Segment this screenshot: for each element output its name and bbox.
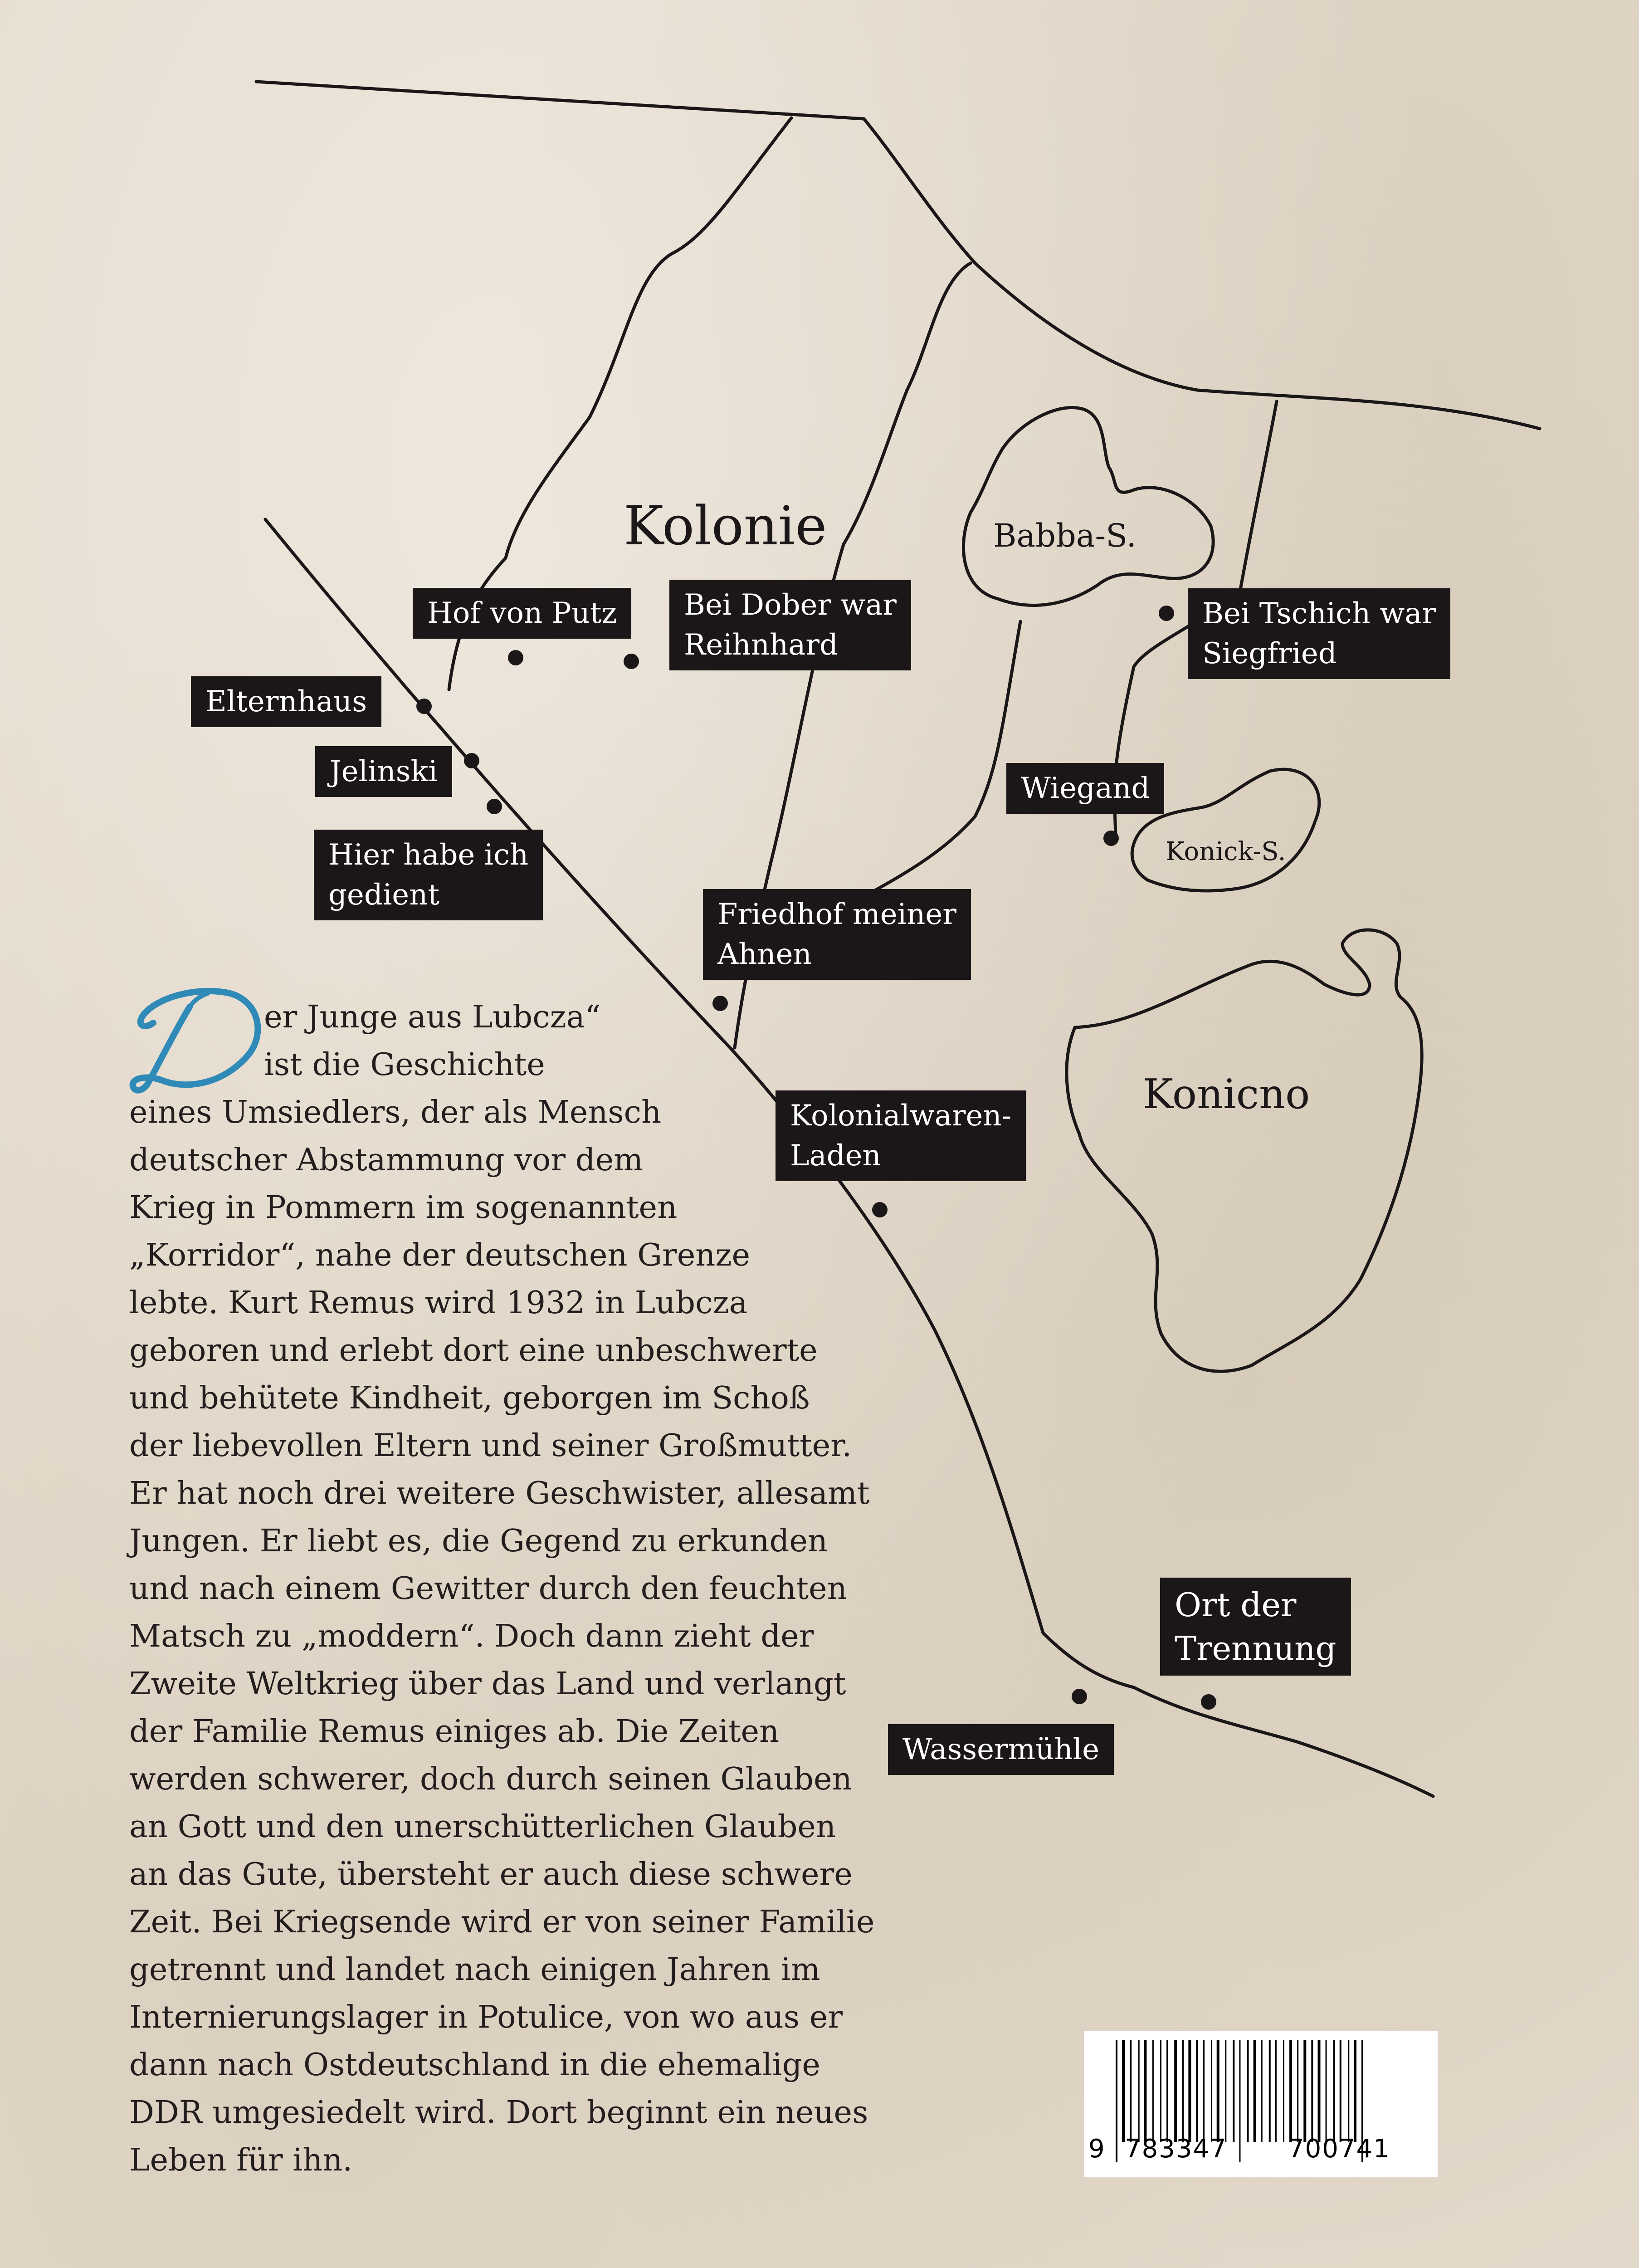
blurb-line: DDR umgesiedelt wird. Dort beginnt ein neues [129,2094,868,2131]
barcode-bar [1217,2040,1219,2142]
blurb-line: an das Gute, übersteht er auch diese schwere [129,1856,853,1892]
blurb-line: Zeit. Bei Kriegsende wird er von seiner Familie [129,1904,875,1940]
blurb-line: und nach einem Gewitter durch den feuchten [129,1570,847,1607]
isbn-first-digit: 9 [1088,2134,1106,2164]
place-babba-see: Babba-S. [993,517,1137,554]
barcode-bar [1333,2040,1335,2142]
blurb-line: eines Umsiedlers, der als Mensch [129,1094,662,1130]
barcode-bar [1122,2040,1125,2142]
label-ort-der-trennung: Ort der Trennung [1160,1578,1351,1676]
dot-ort-trennung [1201,1694,1216,1710]
barcode-bar [1188,2040,1191,2142]
label-hof-von-putz: Hof von Putz [413,588,631,639]
label-jelinski: Jelinski [315,746,452,797]
barcode-bar [1130,2040,1132,2142]
barcode-bar [1297,2040,1298,2142]
isbn-group-1: 783347 [1125,2134,1227,2164]
blurb-line: Zweite Weltkrieg über das Land und verlangt [129,1666,846,1702]
road-top [256,82,1540,429]
barcode-bar [1247,2040,1249,2142]
barcode-bar [1354,2040,1356,2142]
place-kolonie: Kolonie [624,494,827,557]
barcode-bar [1269,2040,1271,2142]
dot-hier-gedient [487,799,502,814]
blurb-text [129,993,937,2184]
place-konick-see: Konick-S. [1166,837,1286,866]
barcode-bar [1311,2040,1313,2142]
blurb-line: deutscher Abstammung vor dem [129,1142,644,1178]
barcode-bar [1289,2040,1292,2142]
blurb-line: Internierungslager in Potulice, von wo aus er [129,1999,843,2035]
blurb-line: getrennt und landet nach einigen Jahren im [129,1951,820,1988]
barcode-bar [1348,2040,1349,2142]
barcode-bar [1233,2040,1234,2142]
blurb-line: Leben für ihn. [129,2142,353,2178]
barcode-bar [1174,2040,1177,2142]
blurb-line: der Familie Remus einiges ab. Die Zeiten [129,1713,780,1750]
blurb-line: Krieg in Pommern im sogenannten [129,1189,678,1226]
dot-wassermuehle [1072,1689,1087,1704]
barcode-bar [1211,2040,1212,2142]
blurb-line: Er hat noch drei weitere Geschwister, allesamt [129,1475,870,1511]
lake-babba [963,407,1213,605]
dot-bei-tschich [1159,606,1174,621]
label-hier-gedient: Hier habe ich gedient [314,830,543,920]
barcode-bar [1254,2040,1256,2142]
blurb-line: Jungen. Er liebt es, die Gegend zu erkunden [129,1523,828,1559]
barcode-bar [1182,2040,1184,2142]
label-bei-dober: Bei Dober war Reihnhard [669,580,911,670]
lake-konicno [1067,930,1422,1371]
blurb-line: werden schwerer, doch durch seinen Glauben [129,1761,852,1797]
blurb-line: lebte. Kurt Remus wird 1932 in Lubcza [129,1285,748,1321]
dot-jelinski [464,753,479,768]
barcode-bar [1225,2040,1226,2142]
blurb-line: und behütete Kindheit, geborgen im Schoß [129,1380,810,1416]
dot-elternhaus [416,699,432,714]
barcode-bar [1196,2040,1198,2142]
label-wiegand: Wiegand [1006,763,1164,814]
barcode-bar [1261,2040,1263,2142]
barcode-bar [1326,2040,1327,2142]
barcode-bar [1275,2040,1277,2142]
barcode-bar [1116,2040,1117,2162]
blurb-line: der liebevollen Eltern und seiner Großmutter. [129,1427,852,1464]
barcode-bar [1160,2040,1161,2142]
barcode-bar [1239,2040,1240,2162]
blurb-line: dann nach Ostdeutschland in die ehemalige [129,2047,820,2083]
dot-bei-dober [624,654,639,669]
blurb-line: an Gott und den unerschütterlichen Glauben [129,1809,836,1845]
barcode-bar [1152,2040,1154,2142]
blurb-line: ist die Geschichte [264,1046,545,1083]
isbn-group-2: 700741 [1288,2134,1390,2164]
label-wassermuehle: Wassermühle [888,1724,1114,1775]
blurb-line: er Junge aus Lubcza“ [264,999,601,1035]
dot-wiegand [1103,831,1119,846]
label-friedhof: Friedhof meiner Ahnen [703,889,971,980]
blurb-line: „Korridor“, nahe der deutschen Grenze [129,1237,750,1273]
barcode-bar [1138,2040,1140,2142]
place-konicno: Konicno [1143,1070,1310,1118]
dot-hof-von-putz [508,650,523,665]
blurb-line: Matsch zu „moddern“. Doch dann zieht der [129,1618,814,1654]
label-elternhaus: Elternhaus [191,676,381,727]
label-kolonialwaren: Kolonialwaren- Laden [776,1090,1026,1181]
barcode-bar [1203,2040,1205,2142]
label-bei-tschich: Bei Tschich war Siegfried [1188,588,1450,679]
barcode-bar [1318,2040,1321,2142]
blurb-line: geboren und erlebt dort eine unbeschwerte [129,1332,818,1369]
barcode-bar [1303,2040,1306,2142]
barcode-bar [1144,2040,1146,2142]
barcode-bar [1340,2040,1341,2142]
barcode-bar [1283,2040,1284,2142]
barcode-bar [1166,2040,1168,2142]
